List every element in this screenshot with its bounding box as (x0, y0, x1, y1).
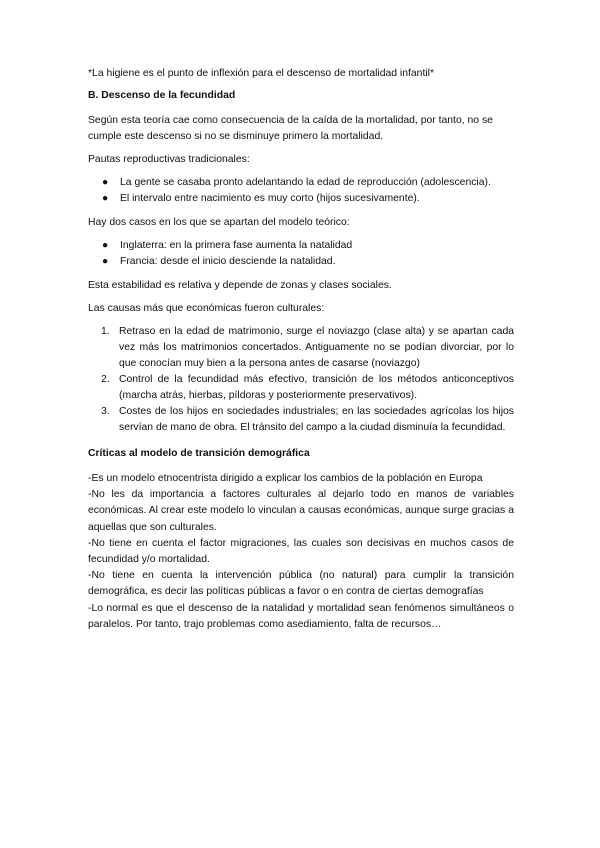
list-item (88, 191, 514, 207)
list-item (88, 324, 514, 372)
list-item-text: Costes de los hijos en sociedades industriales; en las sociedades agrícolas los hijos servían de mano de obra. El tránsito del campo a la ciudad disminuía la fecundidad. (119, 406, 514, 433)
critica-item: -No les da importancia a factores culturales al dejarlo todo en manos de variables económicas. Al crear este modelo lo vinculan a causas económicas, aunque surge gracias a aquellas que son culturales. (88, 489, 514, 533)
critica-item: -Lo normal es que el descenso de la natalidad y mortalidad sean fenómenos simultáneos o paralelos. Por tanto, trajo problemas como asediamiento, falta de recursos… (88, 602, 514, 630)
list-item (88, 404, 514, 436)
pautas-title: Pautas reproductivas tradicionales: (88, 154, 250, 165)
causas-list (88, 324, 514, 436)
list-item (88, 238, 514, 254)
bullet-icon: ● (102, 240, 109, 251)
list-item-text: Retraso en la edad de matrimonio, surge el noviazgo (clase alta) y se apartan cada vez más los matrimonios concertados. Antiguamente no se podían divorciar, por lo que conocían muy bien a la persona antes de casarse (noviazgo) (119, 326, 514, 369)
hygiene-note: *La higiene es el punto de inflexión para el descenso de mortalidad infantil* (88, 68, 435, 79)
criticas-heading: Críticas al modelo de transición demográfica (88, 448, 310, 459)
bullet-icon: ● (102, 193, 109, 204)
list-item-text: Inglaterra: en la primera fase aumenta la natalidad (120, 240, 353, 251)
list-number: 1. (101, 326, 110, 337)
list-item (88, 254, 514, 270)
document-page (88, 66, 514, 633)
list-item-text: Francia: desde el inicio desciende la natalidad. (120, 256, 336, 267)
critica-item: -No tiene en cuenta la intervención pública (no natural) para cumplir la transición demográfica, es decir las políticas públicas a favor o en contra de ciertas demografías (88, 570, 514, 598)
criticas-block (88, 471, 514, 633)
casos-title: Hay dos casos en los que se apartan del modelo teórico: (88, 217, 350, 228)
bullet-icon: ● (102, 256, 109, 267)
list-number: 2. (101, 374, 110, 385)
list-item-text: El intervalo entre nacimiento es muy corto (hijos sucesivamente). (120, 193, 420, 204)
casos-list (88, 238, 514, 270)
estabilidad-paragraph: Esta estabilidad es relativa y depende de zonas y clases sociales. (88, 280, 392, 291)
list-item (88, 175, 514, 191)
section-b-intro: Según esta teoría cae como consecuencia de la caída de la mortalidad, por tanto, no se cumple este descenso si no se disminuye primero la mortalidad. (88, 115, 493, 142)
pautas-list (88, 175, 514, 207)
critica-item: -No tiene en cuenta el factor migraciones, las cuales son decisivas en muchos casos de fecundidad y/o mortalidad. (88, 537, 514, 566)
list-item-text: La gente se casaba pronto adelantando la edad de reproducción (adolescencia). (120, 177, 491, 188)
list-item (88, 372, 514, 404)
section-b-heading: B. Descenso de la fecundidad (88, 90, 236, 101)
bullet-icon: ● (102, 177, 109, 188)
list-number: 3. (101, 406, 110, 417)
causas-title: Las causas más que económicas fueron culturales: (88, 303, 325, 314)
list-item-text: Control de la fecundidad más efectivo, transición de los métodos anticonceptivos (marcha atrás, hierbas, píldoras y posteriormente preservativos). (119, 374, 514, 401)
critica-item: -Es un modelo etnocentrista dirigido a explicar los cambios de la población en Europa (88, 473, 483, 484)
